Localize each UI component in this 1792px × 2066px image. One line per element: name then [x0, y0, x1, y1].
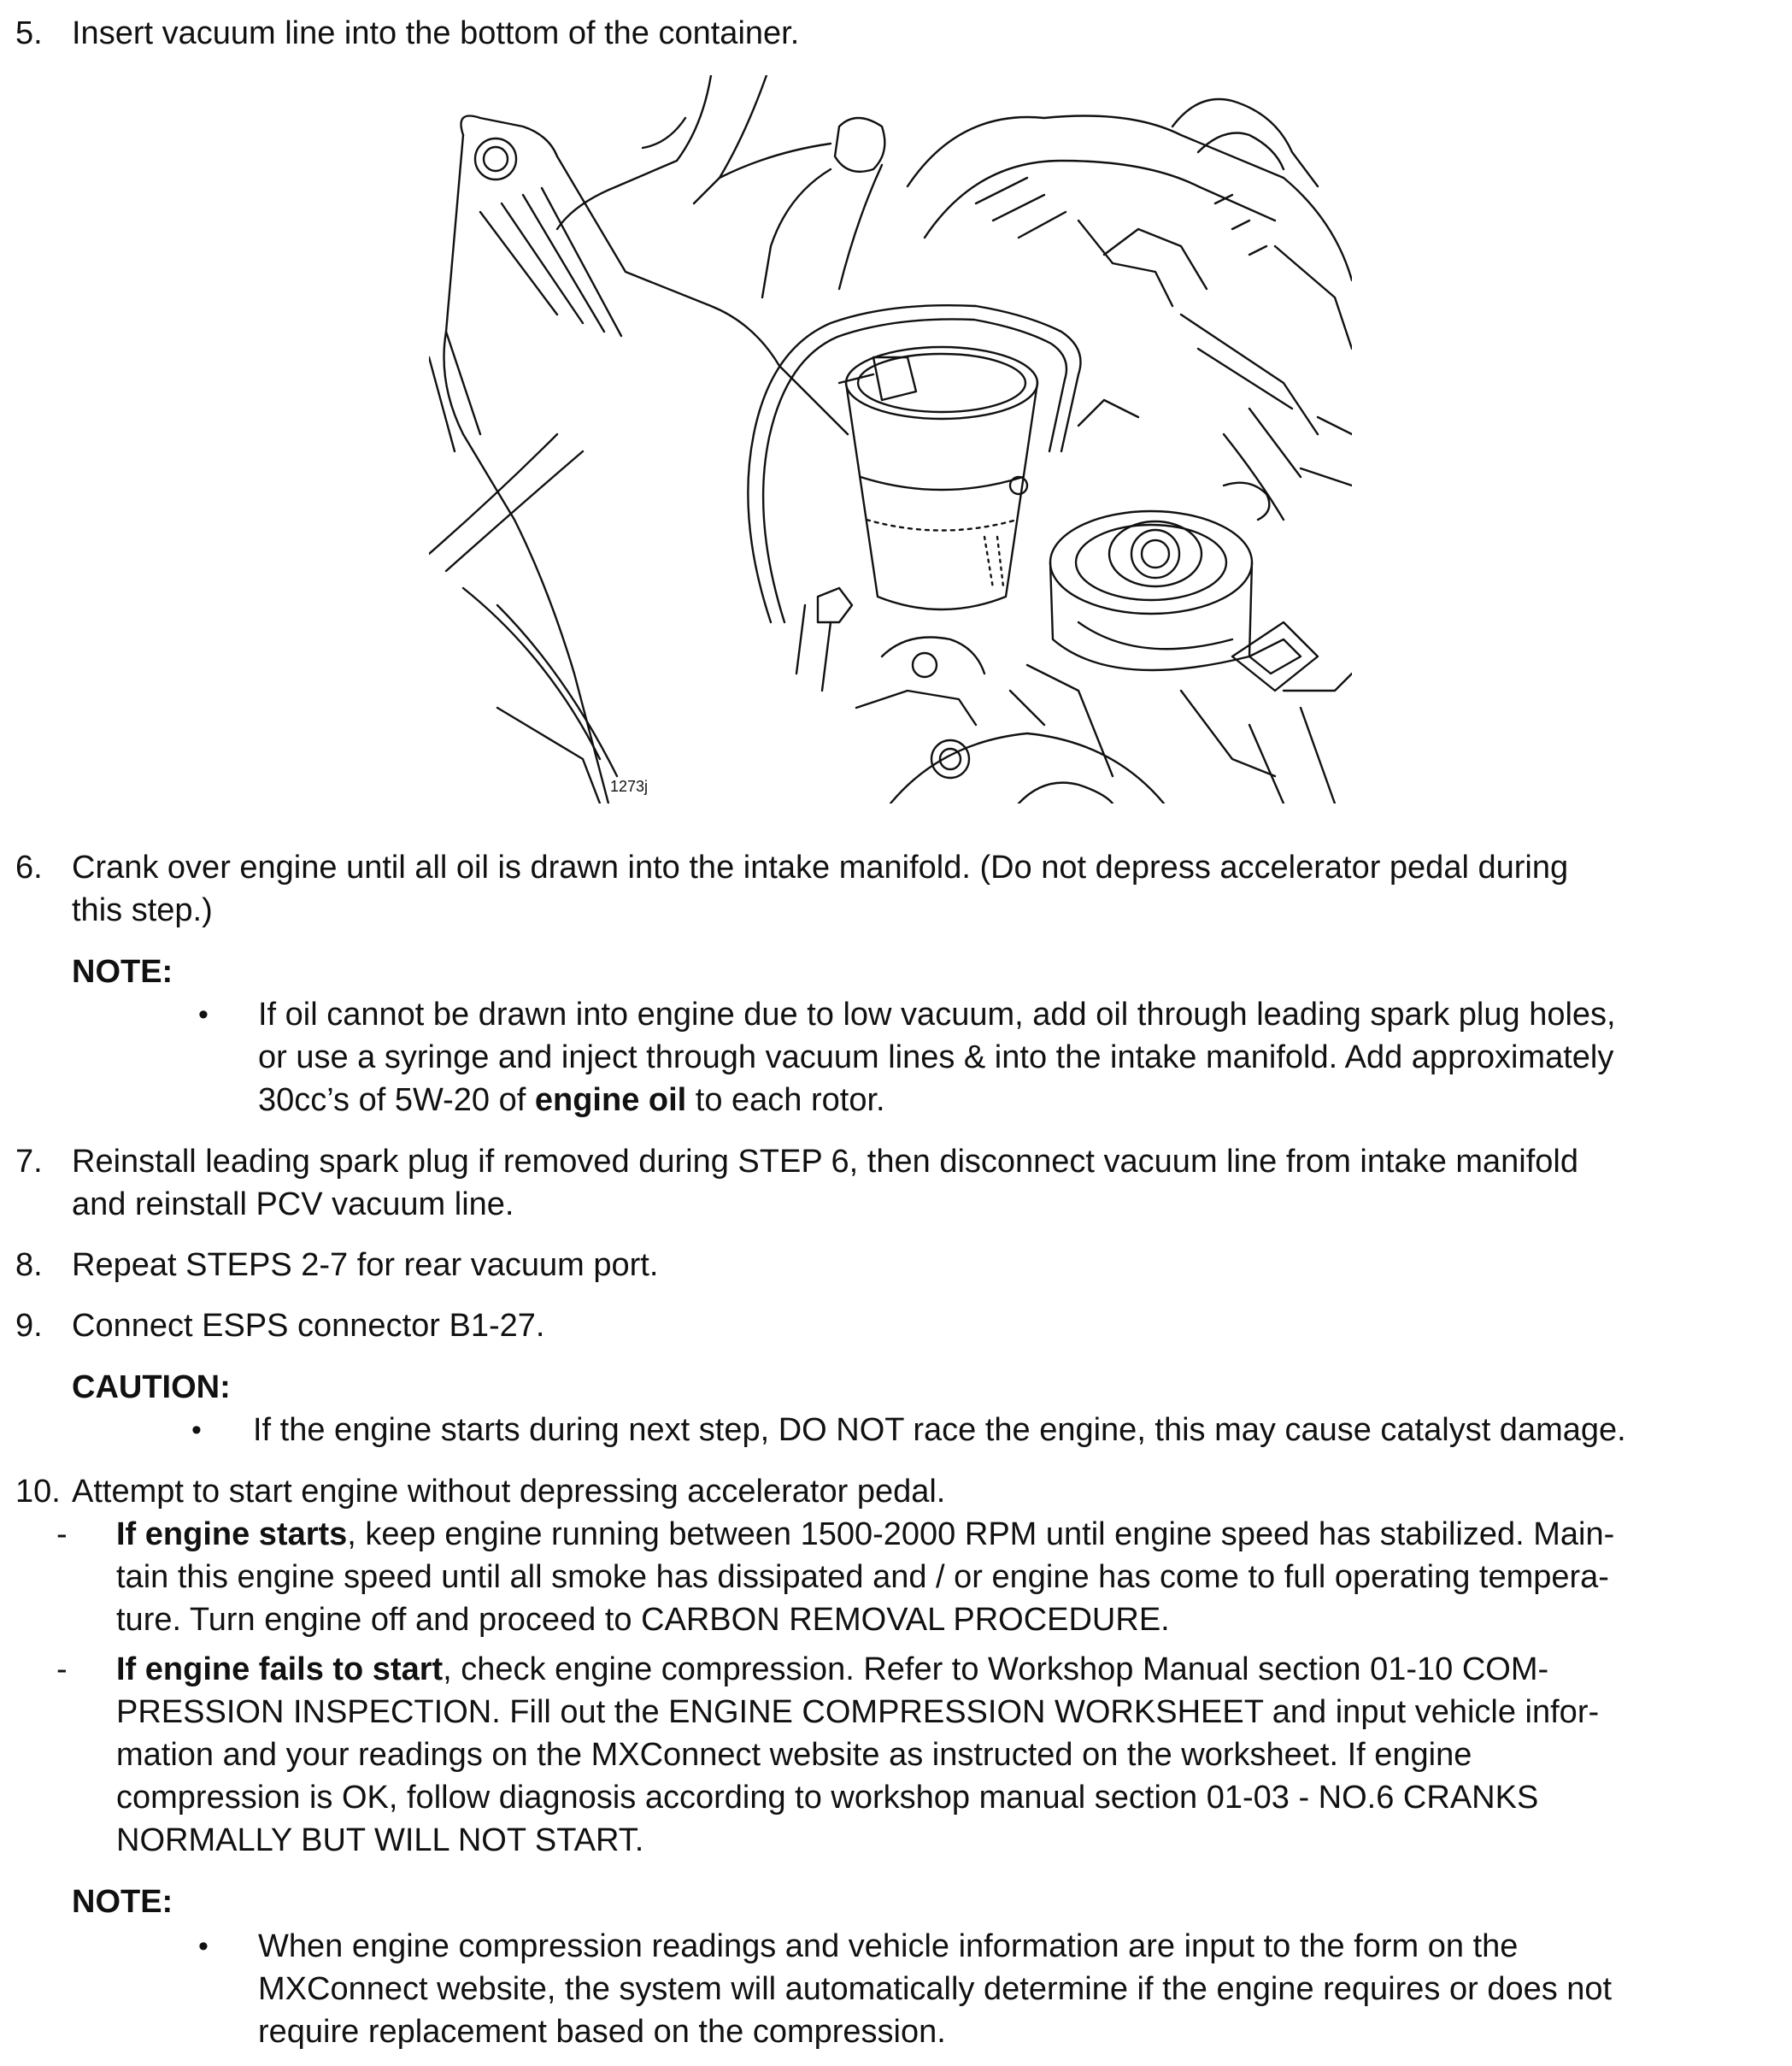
step-text: Repeat STEPS 2-7 for rear vacuum port. [72, 1247, 659, 1283]
sub-item-text-line: compression is OK, follow diagnosis according to workshop manual section 01-03 - NO.6 CRANKS [116, 1780, 1539, 1816]
note-text-pre: 30cc’s of 5W-20 of [258, 1082, 535, 1118]
engine-vacuum-container-figure [429, 75, 1352, 803]
bullet-marker: • [198, 1930, 209, 1963]
sub-item-text-line [116, 1648, 1548, 1691]
step-text-line: Crank over engine until all oil is drawn into the intake manifold. (Do not depress accelerator pedal during [72, 850, 1569, 886]
bullet-marker: • [191, 1414, 202, 1446]
step-number: 8. [15, 1247, 43, 1283]
note-text-line [258, 1079, 885, 1121]
caution-text: If the engine starts during next step, DO NOT race the engine, this may cause catalyst damage. [253, 1412, 1626, 1448]
step-text-line: and reinstall PCV vacuum line. [72, 1186, 514, 1222]
sub-item-text-line: mation and your readings on the MXConnect website as instructed on the worksheet. If engine [116, 1737, 1472, 1773]
step-number: 6. [15, 850, 43, 886]
bullet-marker: • [198, 998, 209, 1031]
note-text-line: If oil cannot be drawn into engine due to low vacuum, add oil through leading spark plug holes, [258, 997, 1616, 1033]
step-text-line: Reinstall leading spark plug if removed during STEP 6, then disconnect vacuum line from intake manifold [72, 1144, 1579, 1180]
step-text: Connect ESPS connector B1-27. [72, 1308, 545, 1344]
note-text-bold: engine oil [534, 1082, 687, 1118]
note-text-line: or use a syringe and inject through vacuum lines & into the intake manifold. Add approximately [258, 1039, 1614, 1075]
caution-heading: CAUTION: [72, 1369, 231, 1405]
dash-marker: - [56, 1516, 68, 1552]
sub-item-bold: If engine fails to start [116, 1651, 444, 1687]
step-text-line: this step.) [72, 892, 213, 928]
note-heading: NOTE: [72, 954, 173, 990]
note-text-line: require replacement based on the compression. [258, 2014, 946, 2050]
sub-item-bold: If engine starts [116, 1516, 348, 1552]
step-number: 7. [15, 1144, 43, 1180]
note-heading: NOTE: [72, 1884, 173, 1920]
sub-item-rest: , check engine compression. Refer to Workshop Manual section 01-10 COM- [443, 1651, 1549, 1687]
sub-item-text-line: tain this engine speed until all smoke has dissipated and / or engine has come to full operating tempera- [116, 1559, 1609, 1595]
note-text-line: When engine compression readings and vehicle information are input to the form on the [258, 1928, 1519, 1964]
step-number: 5. [15, 15, 43, 51]
note-text-post: to each rotor. [686, 1082, 885, 1118]
sub-item-text-line [116, 1513, 1614, 1556]
sub-item-text-line: PRESSION INSPECTION. Fill out the ENGINE COMPRESSION WORKSHEET and input vehicle infor- [116, 1694, 1600, 1730]
dash-marker: - [56, 1651, 68, 1687]
step-text: Attempt to start engine without depressing accelerator pedal. [72, 1474, 946, 1510]
step-number: 10. [15, 1474, 61, 1510]
note-text-line: MXConnect website, the system will automatically determine if the engine requires or does not [258, 1971, 1613, 2007]
figure-label: 1273j [610, 778, 649, 795]
step-number: 9. [15, 1308, 43, 1344]
sub-item-text-line: ture. Turn engine off and proceed to CARBON REMOVAL PROCEDURE. [116, 1602, 1170, 1638]
sub-item-rest: , keep engine running between 1500-2000 RPM until engine speed has stabilized. Main- [347, 1516, 1615, 1552]
step-text: Insert vacuum line into the bottom of the container. [72, 15, 800, 51]
sub-item-text-line: NORMALLY BUT WILL NOT START. [116, 1822, 644, 1858]
